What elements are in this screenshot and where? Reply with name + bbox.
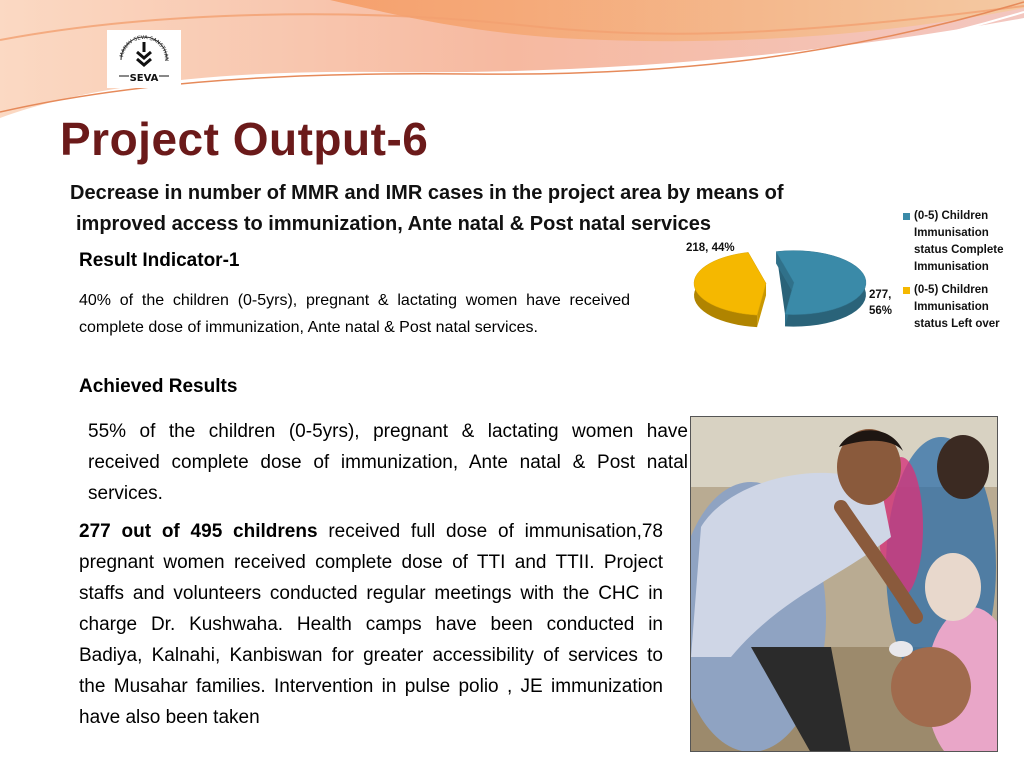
pie-slice-complete [776,251,866,327]
slide-title: Project Output-6 [60,113,429,165]
legend-item-left-over [903,282,1021,333]
legend-item-complete [903,208,1021,276]
logo-word: SEVA [129,73,159,84]
achieved-results-heading: Achieved Results [79,376,238,397]
pie-label-complete: 277, 56% [869,289,893,317]
pie-slice-left-over [694,252,766,327]
result-indicator-text: 40% of the children (0-5yrs), pregnant & lactating women have received complete dose of immunization, Ante natal & Post natal services. [79,292,630,336]
subtitle-line-2: improved access to immunization, Ante natal & Post natal services [76,213,712,235]
legend-label-complete: (0-5) Children Immunisation status Complete Immunisation [914,210,1004,273]
legend-swatch-complete [903,213,910,220]
svg-text:MANAV SEVA SANSTHAN: MANAV SEVA SANSTHAN [119,34,170,62]
field-photo [690,416,998,752]
subtitle-line-1: Decrease in number of MMR and IMR cases in the project area by means of [70,182,784,204]
chart-legend [903,208,1021,339]
result-indicator-heading: Result Indicator-1 [79,250,240,271]
slide-subtitle [70,178,880,240]
detail-bold-count: 277 out of 495 childrens [79,521,318,542]
legend-swatch-left-over [903,287,910,294]
detail-body: received full dose of immunisation,78 pregnant women received complete dose of TTI and TTII. Project staffs and volunteers conducted regular meetings with the CHC in charge Dr. Kushwaha. Health camps have been conducted in Badiya, Kalnahi, Kanbiswan for greater accessibility of services to the Musahar families. Intervention in pulse polio , JE immunization have also been taken [79,521,663,728]
achievement-detail-text [79,516,663,733]
achieved-results-text: 55% of the children (0-5yrs), pregnant & lactating women have received complete dose of immunization, Ante natal & Post natal services. [88,421,688,504]
legend-label-left-over: (0-5) Children Immunisation status Left over [914,284,1000,330]
photo-illustration [691,417,998,752]
seva-logo [107,30,181,88]
pie-label-left-over: 218, 44% [686,242,735,254]
